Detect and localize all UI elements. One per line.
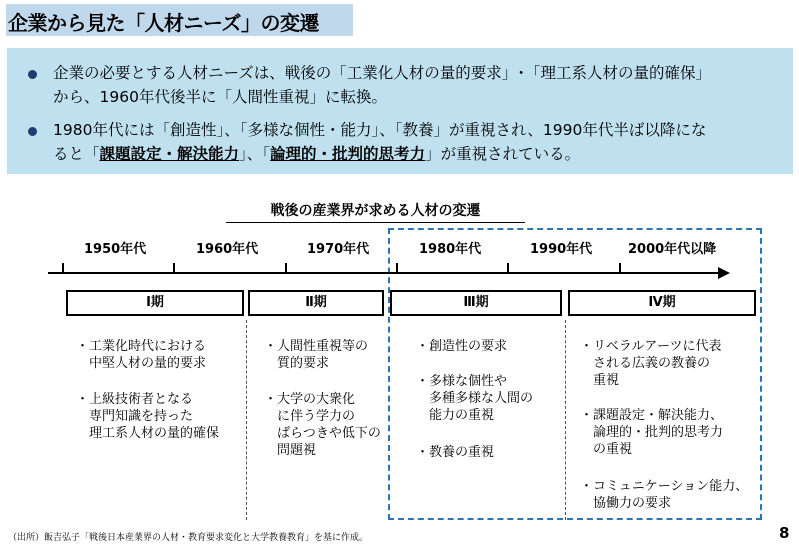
timeline-tick	[173, 263, 175, 273]
period-box-4: Ⅳ期	[568, 290, 756, 316]
bullet-2-line-2-pre: ると「	[53, 145, 100, 163]
column-3-item-3: ・教養の重視	[416, 445, 495, 460]
bullet-dot-icon	[28, 70, 37, 79]
column-4-item-2: ・課題設定・解決能力、 論理的・批判的思考力 の重視	[580, 408, 724, 457]
column-divider	[246, 320, 247, 520]
bullet-2-emphasis-2: 論理的・批判的思考力	[270, 145, 426, 163]
decade-label: 1970年代	[307, 242, 370, 257]
timeline-tick	[507, 263, 509, 273]
timeline-tick	[619, 263, 621, 273]
period-box-2: Ⅱ期	[248, 290, 384, 316]
bullet-dot-icon	[28, 127, 37, 136]
diagram-title: 戦後の産業界が求める人材の変遷	[270, 203, 481, 219]
bullet-1-line-2: から、1960年代後半に「人間性重視」に転換。	[53, 88, 387, 106]
bullet-1-text	[53, 61, 773, 109]
column-3-item-2: ・多様な個性や 多種多様な人間の 能力の重視	[416, 374, 534, 423]
column-2-item-2: ・大学の大衆化 に伴う学力の ばらつきや低下の 問題視	[264, 392, 381, 458]
column-2-item-1: ・人間性重視等の 質的要求	[264, 339, 369, 371]
bullet-2-emphasis-1: 課題設定・解決能力	[99, 145, 240, 163]
bullet-2-line-2-post: 」が重視されている。	[425, 145, 581, 163]
decade-label: 1960年代	[196, 242, 259, 257]
column-1-item-1: ・工業化時代における 中堅人材の量的要求	[76, 339, 207, 371]
bullet-1-line-1: 企業の必要とする人材ニーズは、戦後の「工業化人材の量的要求」･「理工系人材の量的確保」	[53, 64, 711, 82]
bullet-2-line-2-mid: 」、「	[239, 145, 271, 163]
timeline-tick	[62, 263, 64, 273]
timeline-arrow-icon	[718, 267, 730, 279]
period-box-1: Ⅰ期	[66, 290, 244, 316]
decade-label: 1950年代	[84, 242, 147, 257]
bullet-2-text	[53, 118, 773, 166]
column-1-item-2: ・上級技術者となる 専門知識を持った 理工系人材の量的確保	[76, 392, 220, 441]
timeline-tick	[285, 263, 287, 273]
column-divider	[565, 320, 566, 520]
page-number: 8	[779, 524, 790, 542]
bullet-2-line-1: 1980年代には「創造性」、「多様な個性・能力」、「教養」が重視され、1990年代半ば以降にな	[53, 121, 707, 139]
diagram-title-underline	[226, 222, 525, 223]
decade-label: 1980年代	[419, 242, 482, 257]
column-4-item-3: ・コミュニケーション能力、 協働力の要求	[580, 479, 749, 511]
period-box-3: Ⅲ期	[390, 290, 562, 316]
decade-label: 2000年代以降	[628, 242, 717, 257]
decade-label: 1990年代	[530, 242, 593, 257]
timeline-tick	[396, 263, 398, 273]
source-note: （出所）飯吉弘子「戦後日本産業界の人材・教育要求変化と大学教養教育」を基に作成。	[8, 533, 369, 543]
column-3-item-1: ・創造性の要求	[416, 339, 508, 354]
column-4-item-1: ・リベラルアーツに代表 される広義の教養の 重視	[580, 339, 722, 388]
slide-title: 企業から見た「人材ニーズ」の変遷	[8, 11, 319, 35]
